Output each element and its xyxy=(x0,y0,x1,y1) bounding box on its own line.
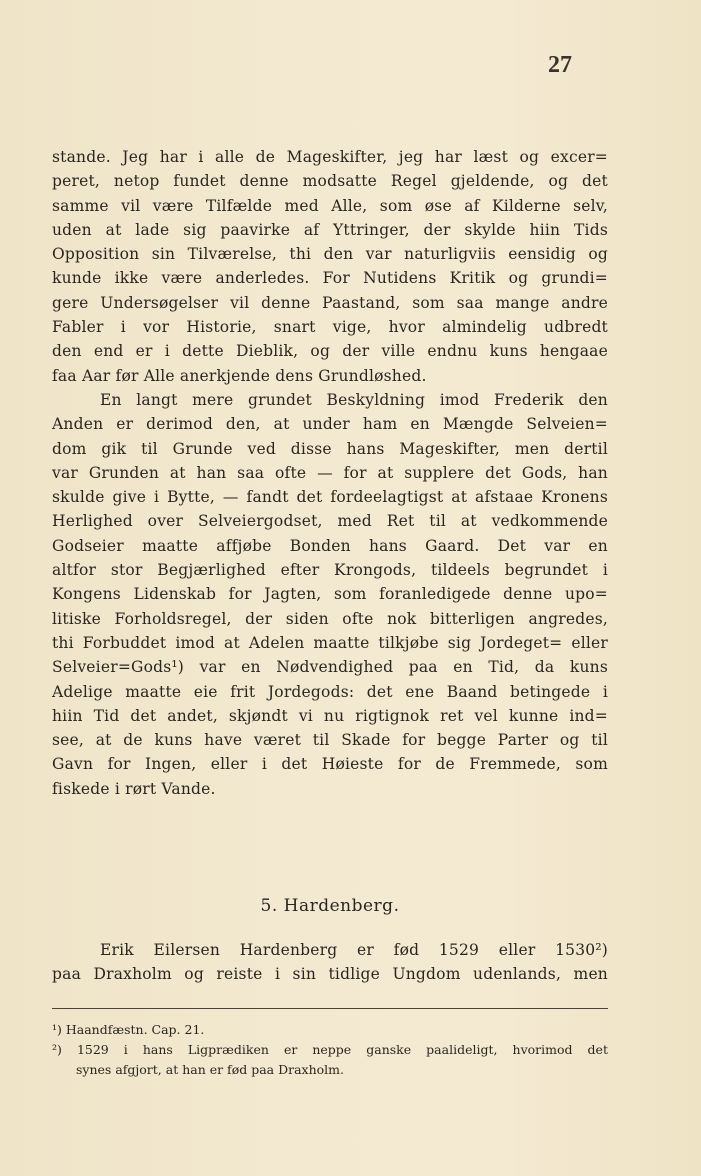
text-line: hiin Tid det andet, skjøndt vi nu rigtignok ret vel kunne ind= xyxy=(52,706,608,725)
text-line: thi Forbuddet imod at Adelen maatte tilkjøbe sig Jordeget= eller xyxy=(52,633,608,652)
text-line: kunde ikke være anderledes. For Nutidens Kritik og grundi= xyxy=(52,269,608,288)
text-line: peret, netop fundet denne modsatte Regel gjeldende, og det xyxy=(52,172,608,191)
text-line: Fabler i vor Historie, snart vige, hvor almindelig udbredt xyxy=(52,318,608,337)
text-line: Adelige maatte eie frit Jordegods: det ene Baand betingede i xyxy=(52,682,608,701)
text-line: Selveier=Gods¹) var en Nødvendighed paa en Tid, da kuns xyxy=(52,658,608,677)
text-line: Opposition sin Tilværelse, thi den var naturligviis eensidig og xyxy=(52,245,608,264)
text-line: stande. Jeg har i alle de Mageskifter, jeg har læst og excer= xyxy=(52,148,608,166)
text-line: Godseier maatte affjøbe Bonden hans Gaard. Det var en xyxy=(52,536,608,555)
text-line: Herlighed over Selveiergodset, med Ret til at vedkommende xyxy=(52,512,608,531)
text-line: Anden er derimod den, at under ham en Mængde Selveien= xyxy=(52,415,608,434)
footnote-1 xyxy=(52,1020,608,1040)
text-line: Kongens Lidenskab for Jagten, som foranledigede denne upo= xyxy=(52,585,608,604)
section-heading: 5. Hardenberg. xyxy=(260,896,400,916)
footnote-2 xyxy=(52,1040,608,1060)
text-line: Gavn for Ingen, eller i det Høieste for de Fremmede, som xyxy=(52,755,608,774)
text-line: samme vil være Tilfælde med Alle, som øse af Kilderne selv, xyxy=(52,196,608,215)
page-number: 27 xyxy=(548,52,572,78)
text-line: dom gik til Grunde ved disse hans Mageskifter, men dertil xyxy=(52,439,608,458)
text-line: litiske Forholdsregel, der siden ofte nok bitterligen angredes, xyxy=(52,609,608,628)
footnote-marker: ²) xyxy=(52,1042,62,1057)
section-paragraph xyxy=(52,938,608,987)
footnote-divider xyxy=(52,1008,608,1009)
footnote-marker: ¹) xyxy=(52,1022,62,1037)
text-line: skulde give i Bytte, — fandt det fordeelagtigst at afstaae Kronens xyxy=(52,488,608,507)
text-line: En langt mere grundet Beskyldning imod Frederik den xyxy=(100,390,608,409)
text-line: gere Undersøgelser vil denne Paastand, som saa mange andre xyxy=(52,293,608,312)
footnotes xyxy=(52,1020,608,1080)
footnote-text: 1529 i hans Ligprædiken er neppe ganske paalideligt, hvorimod det xyxy=(76,1042,608,1057)
footnote-2-continuation: synes afgjort, at han er fød paa Draxholm. xyxy=(76,1062,344,1077)
paragraph-continuation xyxy=(52,145,608,801)
text-line: fiskede i rørt Vande. xyxy=(52,779,216,798)
footnote-text: Haandfæstn. Cap. 21. xyxy=(65,1022,205,1037)
text-line: var Grunden at han saa ofte — for at supplere det Gods, han xyxy=(52,463,608,482)
text-line: uden at lade sig paavirke af Yttringer, der skylde hiin Tids xyxy=(52,220,608,239)
text-line: see, at de kuns have været til Skade for begge Parter og til xyxy=(52,731,608,750)
text-line: paa Draxholm og reiste i sin tidlige Ungdom udenlands, men xyxy=(52,965,608,984)
text-line: faa Aar før Alle anerkjende dens Grundløshed. xyxy=(52,366,427,385)
text-line: den end er i dette Dieblik, og der ville endnu kuns hengaae xyxy=(52,342,608,361)
text-line: altfor stor Begjærlighed efter Krongods, tildeels begrundet i xyxy=(52,561,608,580)
text-line: Erik Eilersen Hardenberg er fød 1529 eller 1530²) xyxy=(100,941,608,959)
